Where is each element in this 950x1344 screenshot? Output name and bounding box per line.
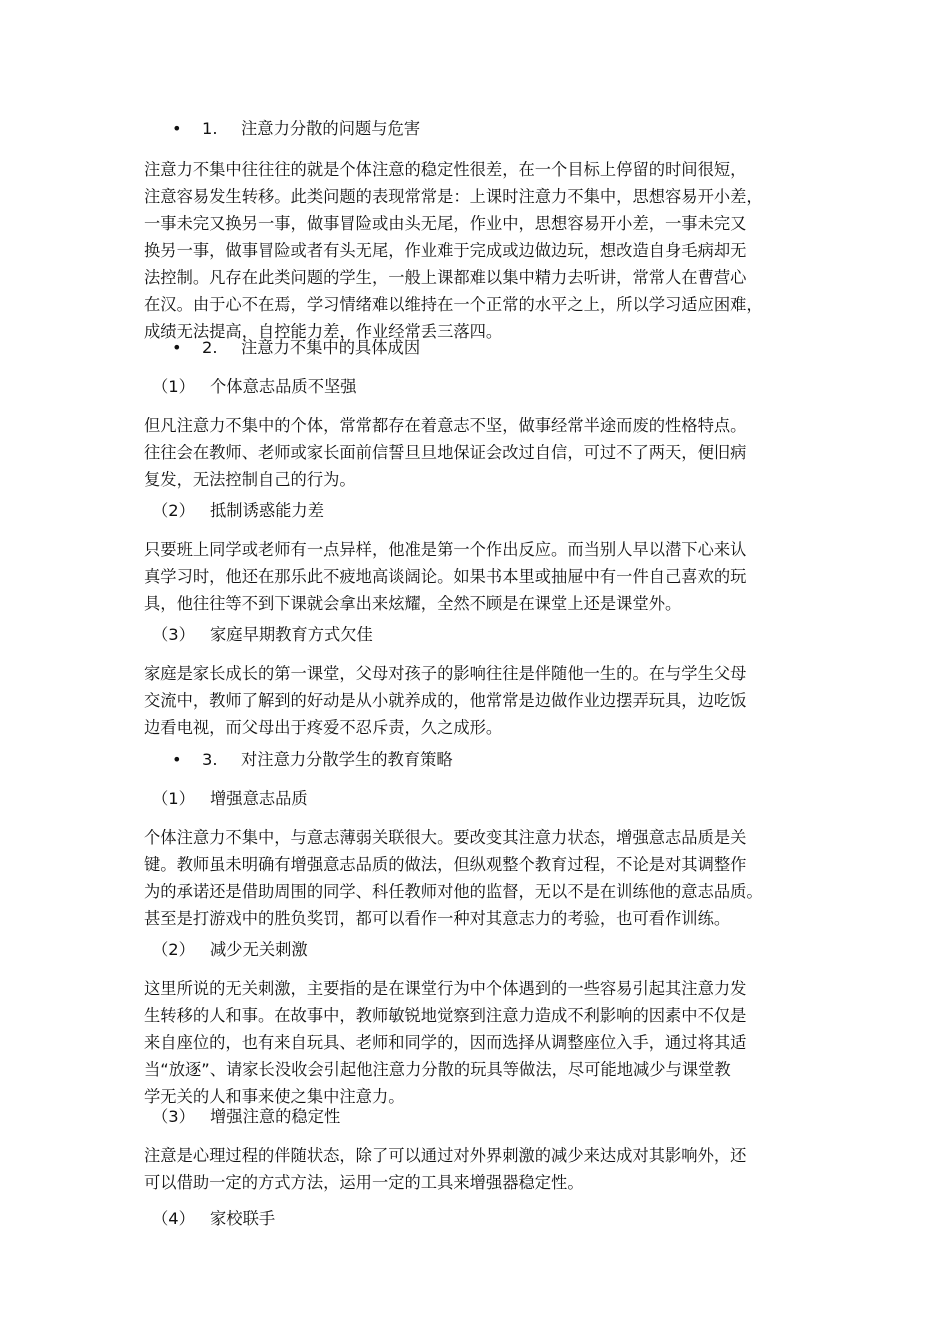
bullet-icon: • — [172, 750, 182, 769]
subsection-number: （3） — [152, 625, 195, 644]
paragraph-line: 往往会在教师、老师或家长面前信誓旦旦地保证会改过自信，可过不了两天，便旧病 — [144, 443, 747, 462]
subsection-title: 家校联手 — [210, 1209, 276, 1228]
paragraph-line: 在汉。由于心不在焉，学习情绪难以维持在一个正常的水平之上，所以学习适应困难， — [144, 295, 763, 314]
body-paragraph — [144, 975, 809, 1110]
body-paragraph — [144, 1142, 809, 1196]
paragraph-line: 真学习时，他还在那乐此不疲地高谈阔论。如果书本里或抽屉中有一件自己喜欢的玩 — [144, 567, 747, 586]
paragraph-line: 生转移的人和事。在故事中，教师敏锐地觉察到注意力造成不利影响的因素中不仅是 — [144, 1006, 747, 1025]
subsection-title: 增强注意的稳定性 — [210, 1107, 341, 1126]
paragraph-line: 注意容易发生转移。此类问题的表现常常是：上课时注意力不集中，思想容易开小差， — [144, 187, 763, 206]
paragraph-line: 家庭是家长成长的第一课堂，父母对孩子的影响往往是伴随他一生的。在与学生父母 — [144, 664, 747, 683]
section-number: 2. — [202, 338, 218, 357]
paragraph-line: 可以借助一定的方式方法，运用一定的工具来增强器稳定性。 — [144, 1173, 584, 1192]
paragraph-line: 来自座位的，也有来自玩具、老师和同学的，因而选择从调整座位入手，通过将其适 — [144, 1033, 747, 1052]
subsection-title: 减少无关刺激 — [210, 940, 308, 959]
bullet-icon: • — [172, 119, 182, 138]
paragraph-line: 交流中，教师了解到的好动是从小就养成的，他常常是边做作业边摆弄玩具，边吃饭 — [144, 691, 747, 710]
section-number: 3. — [202, 750, 218, 769]
section-title: 注意力不集中的具体成因 — [241, 338, 421, 357]
section-title: 对注意力分散学生的教育策略 — [241, 750, 453, 769]
paragraph-line: 键。教师虽未明确有增强意志品质的做法，但纵观整个教育过程，不论是对其调整作 — [144, 855, 747, 874]
subsection-number: （1） — [152, 377, 195, 396]
paragraph-line: 个体注意力不集中，与意志薄弱关联很大。要改变其注意力状态，增强意志品质是关 — [144, 828, 747, 847]
body-paragraph — [144, 536, 809, 617]
paragraph-line: 当“放逐”、请家长没收会引起他注意力分散的玩具等做法，尽可能地减少与课堂教 — [144, 1060, 731, 1079]
subsection-number: （2） — [152, 501, 195, 520]
paragraph-line: 学无关的人和事来使之集中注意力。 — [144, 1087, 405, 1106]
paragraph-line: 边看电视，而父母出于疼爱不忍斥责，久之成形。 — [144, 718, 503, 737]
subsection-title: 个体意志品质不坚强 — [210, 377, 357, 396]
paragraph-line: 法控制。凡存在此类问题的学生，一般上课都难以集中精力去听讲，常常人在曹营心 — [144, 268, 747, 287]
subsection-number: （1） — [152, 789, 195, 808]
body-paragraph — [144, 412, 809, 493]
paragraph-line: 但凡注意力不集中的个体，常常都存在着意志不坚，做事经常半途而废的性格特点。 — [144, 416, 747, 435]
bullet-icon: • — [172, 338, 182, 357]
subsection-title: 家庭早期教育方式欠佳 — [210, 625, 373, 644]
subsection-number: （4） — [152, 1209, 195, 1228]
paragraph-line: 复发，无法控制自己的行为。 — [144, 470, 356, 489]
body-paragraph — [144, 824, 809, 932]
subsection-number: （3） — [152, 1107, 195, 1126]
paragraph-line: 成绩无法提高，自控能力差，作业经常丢三落四。 — [144, 322, 503, 341]
subsection-number: （2） — [152, 940, 195, 959]
body-paragraph — [144, 156, 809, 345]
section-title: 注意力分散的问题与危害 — [241, 119, 421, 138]
paragraph-line: 注意是心理过程的伴随状态，除了可以通过对外界刺激的减少来达成对其影响外，还 — [144, 1146, 747, 1165]
paragraph-line: 这里所说的无关刺激，主要指的是在课堂行为中个体遇到的一些容易引起其注意力发 — [144, 979, 747, 998]
paragraph-line: 换另一事，做事冒险或者有头无尾，作业难于完成或边做边玩，想改造自身毛病却无 — [144, 241, 747, 260]
paragraph-line: 为的承诺还是借助周围的同学、科任教师对他的监督，无以不是在训练他的意志品质。 — [144, 882, 763, 901]
paragraph-line: 注意力不集中往往往的就是个体注意的稳定性很差，在一个目标上停留的时间很短， — [144, 160, 747, 179]
paragraph-line: 一事未完又换另一事，做事冒险或由头无尾，作业中，思想容易开小差，一事未完又 — [144, 214, 747, 233]
paragraph-line: 甚至是打游戏中的胜负奖罚，都可以看作一种对其意志力的考验，也可看作训练。 — [144, 909, 731, 928]
body-paragraph — [144, 660, 809, 741]
paragraph-line: 具，他往往等不到下课就会拿出来炫耀，全然不顾是在课堂上还是课堂外。 — [144, 594, 682, 613]
subsection-title: 抵制诱惑能力差 — [210, 501, 324, 520]
subsection-title: 增强意志品质 — [210, 789, 308, 808]
section-number: 1. — [202, 119, 218, 138]
paragraph-line: 只要班上同学或老师有一点异样，他准是第一个作出反应。而当别人早以潜下心来认 — [144, 540, 747, 559]
